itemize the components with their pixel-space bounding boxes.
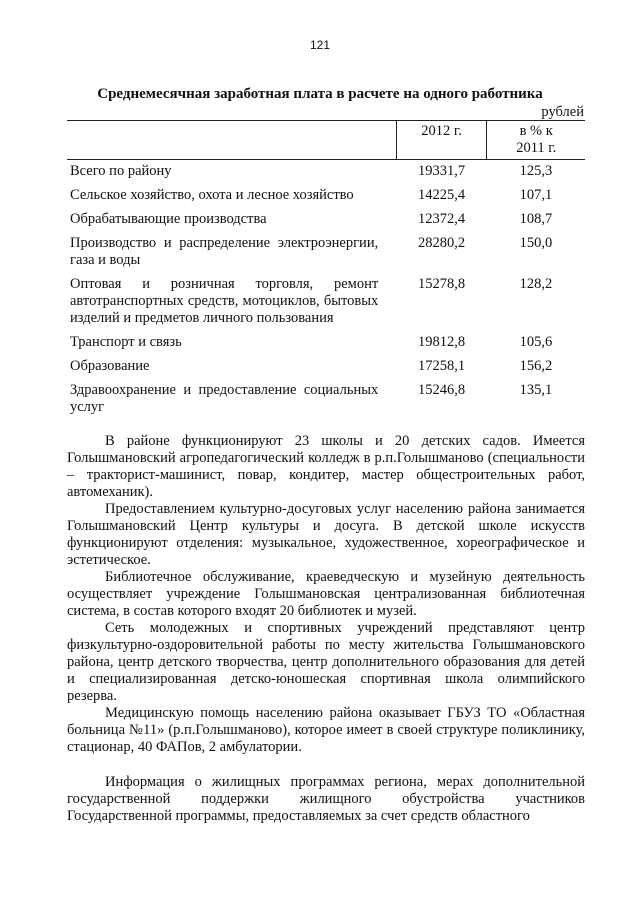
row-value: 12372,4 [417, 211, 466, 227]
row-name: Транспорт и связь [70, 334, 182, 350]
table-header-row [67, 121, 585, 160]
row-name: Обрабатывающие производства [70, 211, 267, 227]
row-pct: 128,2 [519, 276, 553, 292]
table-row [67, 208, 585, 232]
row-pct: 108,7 [519, 211, 553, 227]
row-pct: 105,6 [519, 334, 553, 350]
paragraph-medical: Медицинскую помощь населению района оказывает ГБУЗ ТО «Областная больница №11» (р.п.Голышманово), которое имеет в своей структуре поликлинику, стационар, 40 ФАПов, 2 амбулатории. [67, 705, 585, 755]
salary-table [67, 120, 585, 420]
row-name: Оптовая и розничная торговля, ремонт автотранспортных средств, мотоциклов, бытовых изделий и предметов личного пользования [70, 276, 379, 326]
row-value: 19331,7 [417, 163, 466, 179]
paragraph-sports: Сеть молодежных и спортивных учреждений представляют центр физкультурно-оздоровительной работы по месту жительства Голышмановского района, центр детского творчества, центр дополнительного образования для детей и специализированная детско-юношеская спортивная школа олимпийского резерва. [67, 620, 585, 704]
table-title: Среднемесячная заработная плата в расчете на одного работника [97, 86, 543, 102]
row-value: 15246,8 [417, 382, 466, 398]
paragraph-housing: Информация о жилищных программах региона, мерах дополнительной государственной поддержки жилищного обустройства участников Государственной программы, предоставляемых за счет средств областного [67, 774, 585, 824]
row-name: Производство и распределение электроэнергии, газа и воды [70, 235, 379, 268]
row-pct: 125,3 [519, 163, 553, 179]
table-units: рублей [541, 104, 584, 120]
paragraph-culture: Предоставлением культурно-досуговых услуг населению района занимается Голышмановский Центр культуры и досуга. В детской школе искусств функционируют отделения: музыкальное, художественное, хореографическое и эстетическое. [67, 501, 585, 568]
header-pct-line2: 2011 г. [516, 140, 557, 156]
row-pct: 107,1 [519, 187, 553, 203]
header-name-cell [67, 121, 396, 160]
row-value: 14225,4 [417, 187, 466, 203]
row-name: Здравоохранение и предоставление социальных услуг [70, 382, 379, 415]
table-row [67, 160, 585, 185]
row-value: 28280,2 [417, 235, 466, 251]
row-name: Образование [70, 358, 150, 374]
table-row [67, 184, 585, 208]
row-pct: 156,2 [519, 358, 553, 374]
row-value: 19812,8 [417, 334, 466, 350]
header-year-cell: 2012 г. [396, 121, 487, 160]
table-row [67, 331, 585, 355]
row-pct: 150,0 [519, 235, 553, 251]
table-row [67, 232, 585, 273]
body-text-housing [67, 774, 585, 825]
row-value: 15278,8 [417, 276, 466, 292]
row-name: Всего по району [70, 163, 172, 179]
table-row [67, 355, 585, 379]
row-name: Сельское хозяйство, охота и лесное хозяйство [70, 187, 354, 203]
row-pct: 135,1 [519, 382, 553, 398]
table-row [67, 273, 585, 331]
page-number: 121 [309, 38, 331, 52]
header-pct-line1: в % к [519, 123, 553, 139]
table-row [67, 379, 585, 420]
paragraph-schools: В районе функционируют 23 школы и 20 детских садов. Имеется Голышмановский агропедагогический колледж в р.п.Голышманово (специальности – тракторист-машинист, повар, кондитер, мастер общестроительных работ, автомеханик). [67, 433, 585, 500]
row-value: 17258,1 [417, 358, 466, 374]
paragraph-library: Библиотечное обслуживание, краеведческую и музейную деятельность осуществляет учреждение Голышмановская централизованная библиотечная система, в состав которого входят 20 библиотек и музей. [67, 569, 585, 619]
header-pct-cell [487, 121, 585, 160]
body-text [67, 433, 585, 756]
